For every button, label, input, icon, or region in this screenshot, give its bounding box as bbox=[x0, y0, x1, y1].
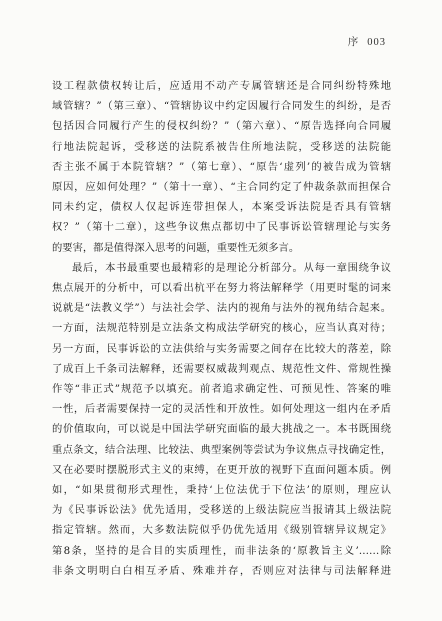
text-line: 的价值取向，可以说是中国法学研究面临的最大挑战之一。本书既围绕 bbox=[52, 423, 391, 436]
text-line: 包括因合同履行产生的侵权纠纷？”（第六章）、“原告选择向合同履 bbox=[52, 120, 391, 133]
text-line: 另一方面，民事诉讼的立法供给与实务需要之间存在比较大的落差，除 bbox=[52, 342, 391, 355]
text-line: 原因，应如何处理？”（第十一章）、“主合同约定了仲裁条款而担保合 bbox=[52, 181, 391, 194]
text-line: 域管辖？”（第三章）、“管辖协议中约定因履行合同发生的纠纷，是否 bbox=[52, 100, 391, 113]
text-line: 了成百上千条司法解释，还需要权威裁判观点、规范性文件、常规性操 bbox=[52, 362, 391, 375]
body-text bbox=[52, 76, 391, 581]
page-number: 003 bbox=[367, 37, 386, 48]
text-line: 设工程款债权转让后，应适用不动产专属管辖还是合同纠纷特殊地 bbox=[52, 80, 391, 92]
paragraph bbox=[52, 258, 391, 581]
section-title: 序 bbox=[347, 36, 360, 48]
text-line: 如，“如果贯彻形式理性，秉持‘上位法优于下位法’的原则，理应认 bbox=[52, 484, 391, 497]
text-line: 最后，本书最重要也最精彩的是理论分析部分。从每一章围绕争议 bbox=[72, 261, 391, 274]
text-line: 第8条，坚持的是合目的实质理性，而非法条的‘原教旨主义’……除 bbox=[52, 544, 391, 557]
text-line: 一方面，法规范特别是立法条文构成法学研究的核心，应当认真对待； bbox=[52, 322, 391, 335]
text-line: 权？”（第十二章），这些争议焦点都切中了民事诉讼管辖理论与实务 bbox=[52, 221, 391, 234]
text-line: 非条文明明白白相互矛盾、殊难并存，否则应对法律与司法解释进 bbox=[52, 564, 391, 577]
text-line: 重点条文，结合法理、比较法、典型案例等尝试为争议焦点寻找确定性， bbox=[52, 443, 391, 456]
text-line: 为《民事诉讼法》优先适用，受移送的上级法院应当报请其上级法院 bbox=[52, 504, 391, 517]
text-line: 作等“非正式”规范予以填充。前者追求确定性、可预见性、答案的唯 bbox=[52, 383, 391, 396]
text-line: 指定管辖。然而，大多数法院似乎仍优先适用《级别管辖异议规定》 bbox=[52, 524, 391, 537]
text-line: 行地法院起诉，受移送的法院系被告住所地法院，受移送的法院能 bbox=[52, 140, 391, 153]
text-line: 焦点展开的分析中，可以看出杭平在努力将法解释学（用更时髦的词来 bbox=[52, 282, 391, 295]
text-line: 一性，后者需要保持一定的灵活性和开放性。如何处理这一组内在矛盾 bbox=[52, 403, 391, 416]
text-line: 的要害，都是值得深入思考的问题，重要性无须多言。 bbox=[52, 241, 300, 254]
text-line: 说就是“法教义学”）与法社会学、法内的视角与法外的视角结合起来。 bbox=[52, 302, 391, 315]
text-line: 否主张不属于本院管辖？”（第七章）、“原告‘虚列’的被告成为管辖 bbox=[52, 160, 391, 173]
text-line: 同未约定，债权人仅起诉连带担保人，本案受诉法院是否具有管辖 bbox=[52, 201, 391, 214]
text-line: 又在必要时摆脱形式主义的束缚，在更开放的视野下直面问题本质。例 bbox=[52, 463, 391, 476]
running-header bbox=[348, 34, 386, 49]
paragraph bbox=[52, 76, 391, 258]
